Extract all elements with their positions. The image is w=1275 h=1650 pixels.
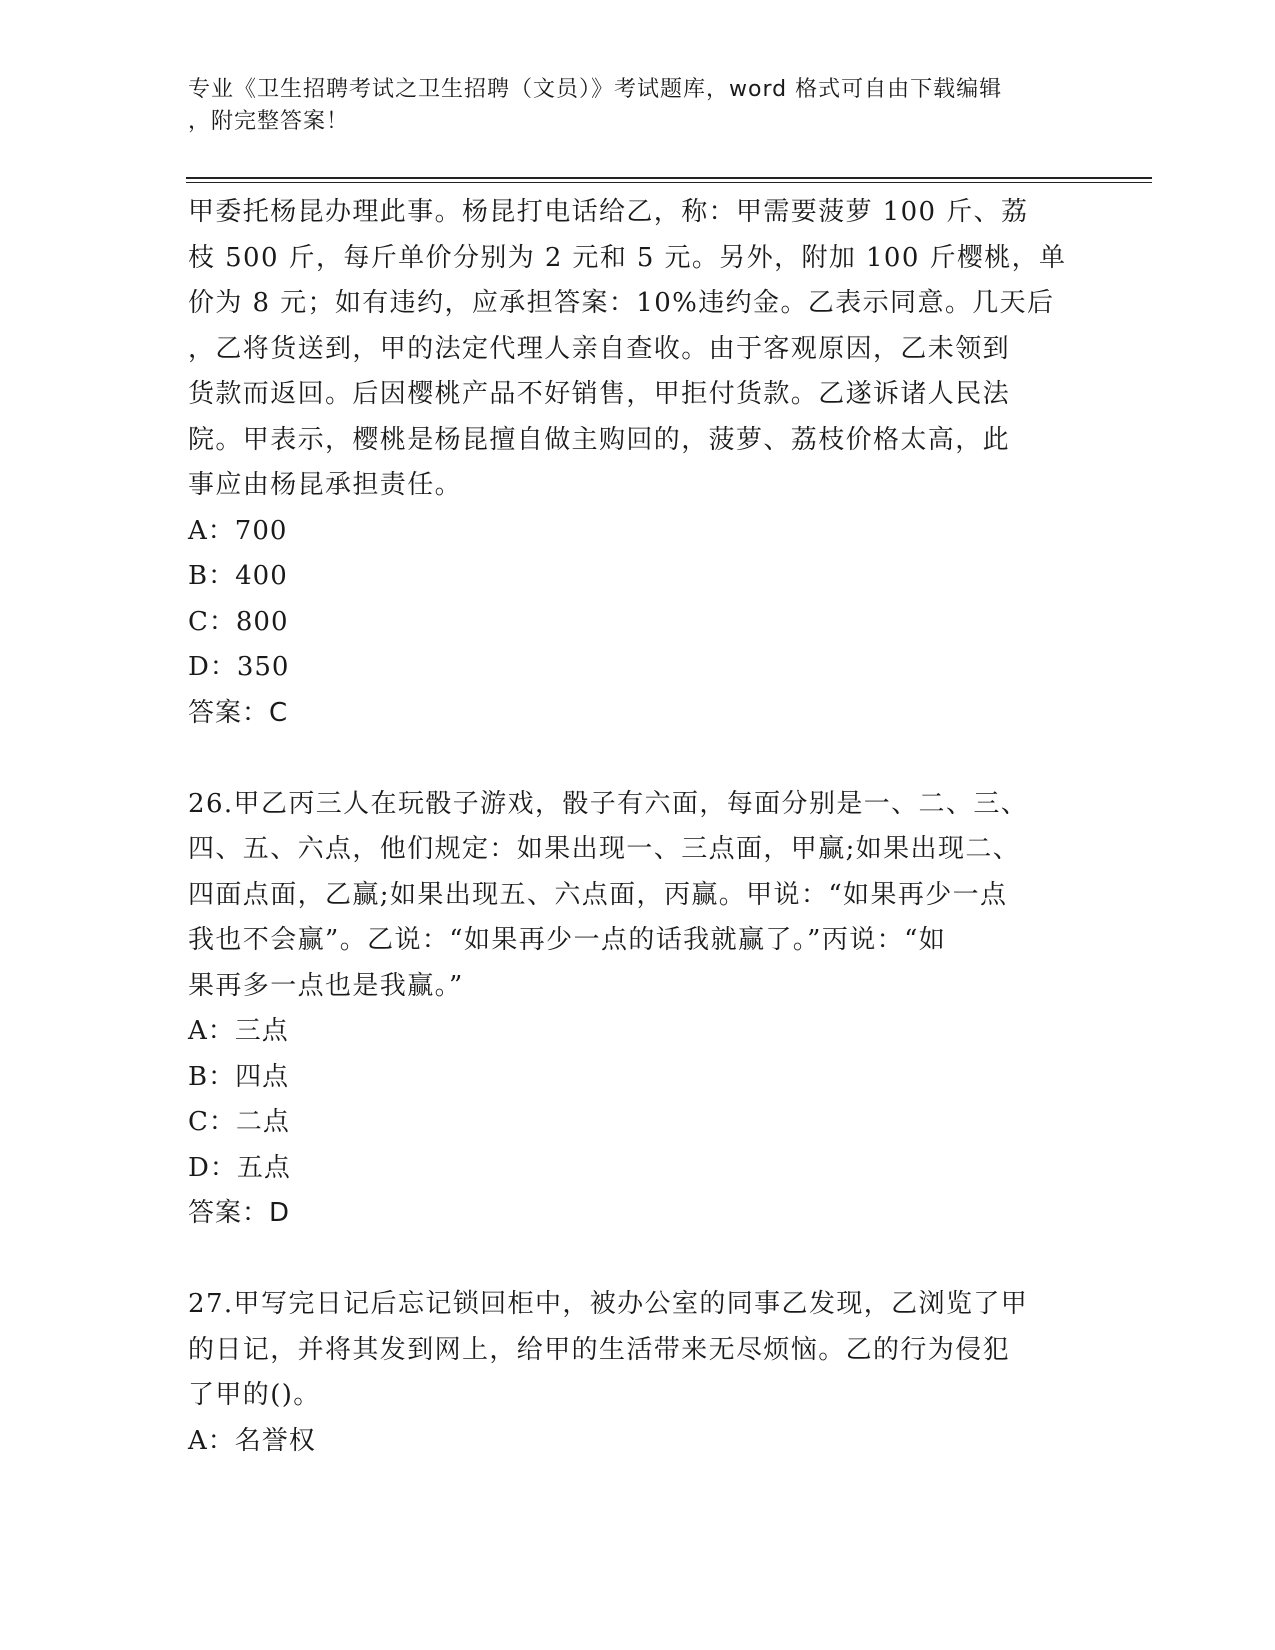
question-stem-line: 我也不会赢”。乙说：“如果再少一点的话我就赢了。”丙说：“如: [188, 925, 947, 955]
document-header: [188, 74, 1068, 138]
header-title-line-1: 专业《卫生招聘考试之卫生招聘（文员）》考试题库，word 格式可自由下载编辑: [188, 77, 1003, 102]
option-a: A：名誉权: [188, 1425, 316, 1456]
question-stem-line: 枝 500 斤，每斤单价分别为 2 元和 5 元。另外，附加 100 斤樱桃，单: [188, 242, 1067, 273]
option-a: A：700: [188, 515, 288, 546]
question-stem-line: 四、五、六点，他们规定：如果出现一、三点面，甲赢;如果出现二、: [188, 834, 1021, 864]
option-b: B：400: [188, 561, 288, 591]
question-stem-line: 事应由杨昆承担责任。: [188, 470, 463, 500]
header-divider-thick: [186, 177, 1152, 179]
question-stem-line: 货款而返回。后因樱桃产品不好销售，甲拒付货款。乙遂诉诸人民法: [188, 379, 1011, 409]
header-title-line-2: ，附完整答案！: [188, 109, 350, 134]
question-25: [188, 190, 1068, 736]
question-stem-line: 价为 8 元；如有违约，应承担答案：10%违约金。乙表示同意。几天后: [188, 288, 1055, 318]
option-c: C：二点: [188, 1107, 290, 1137]
question-stem-line: 26.甲乙丙三人在玩骰子游戏，骰子有六面，每面分别是一、二、三、: [188, 788, 1029, 819]
answer-label: 答案：D: [188, 1198, 291, 1228]
option-a: A：三点: [188, 1016, 289, 1046]
answer-label: 答案：C: [188, 697, 289, 728]
question-spacer: [188, 736, 1068, 782]
option-d: D：350: [188, 652, 290, 682]
question-stem-line: 四面点面，乙赢;如果出现五、六点面，丙赢。甲说：“如果再少一点: [188, 879, 1008, 910]
question-stem-line: 27.甲写完日记后忘记锁回柜中，被办公室的同事乙发现，乙浏览了甲: [188, 1289, 1029, 1319]
question-stem-line: 甲委托杨昆办理此事。杨昆打电话给乙，称：甲需要菠萝 100 斤、荔: [188, 197, 1029, 227]
question-stem-line: 的日记，并将其发到网上，给甲的生活带来无尽烦恼。乙的行为侵犯: [188, 1334, 1011, 1365]
document-body: [188, 190, 1068, 1464]
question-stem-line: 果再多一点也是我赢。”: [188, 970, 464, 1001]
question-spacer: [188, 1237, 1068, 1283]
question-27: [188, 1282, 1068, 1464]
option-b: B：四点: [188, 1061, 290, 1092]
option-c: C：800: [188, 606, 289, 637]
question-stem-line: 了甲的()。: [188, 1380, 321, 1410]
question-26: [188, 782, 1068, 1237]
question-stem-line: ，乙将货送到，甲的法定代理人亲自查收。由于客观原因，乙未领到: [188, 333, 1011, 364]
header-divider-thin: [186, 182, 1152, 183]
question-stem-line: 院。甲表示，樱桃是杨昆擅自做主购回的，菠萝、荔枝价格太高，此: [188, 424, 1011, 455]
option-d: D：五点: [188, 1152, 291, 1183]
